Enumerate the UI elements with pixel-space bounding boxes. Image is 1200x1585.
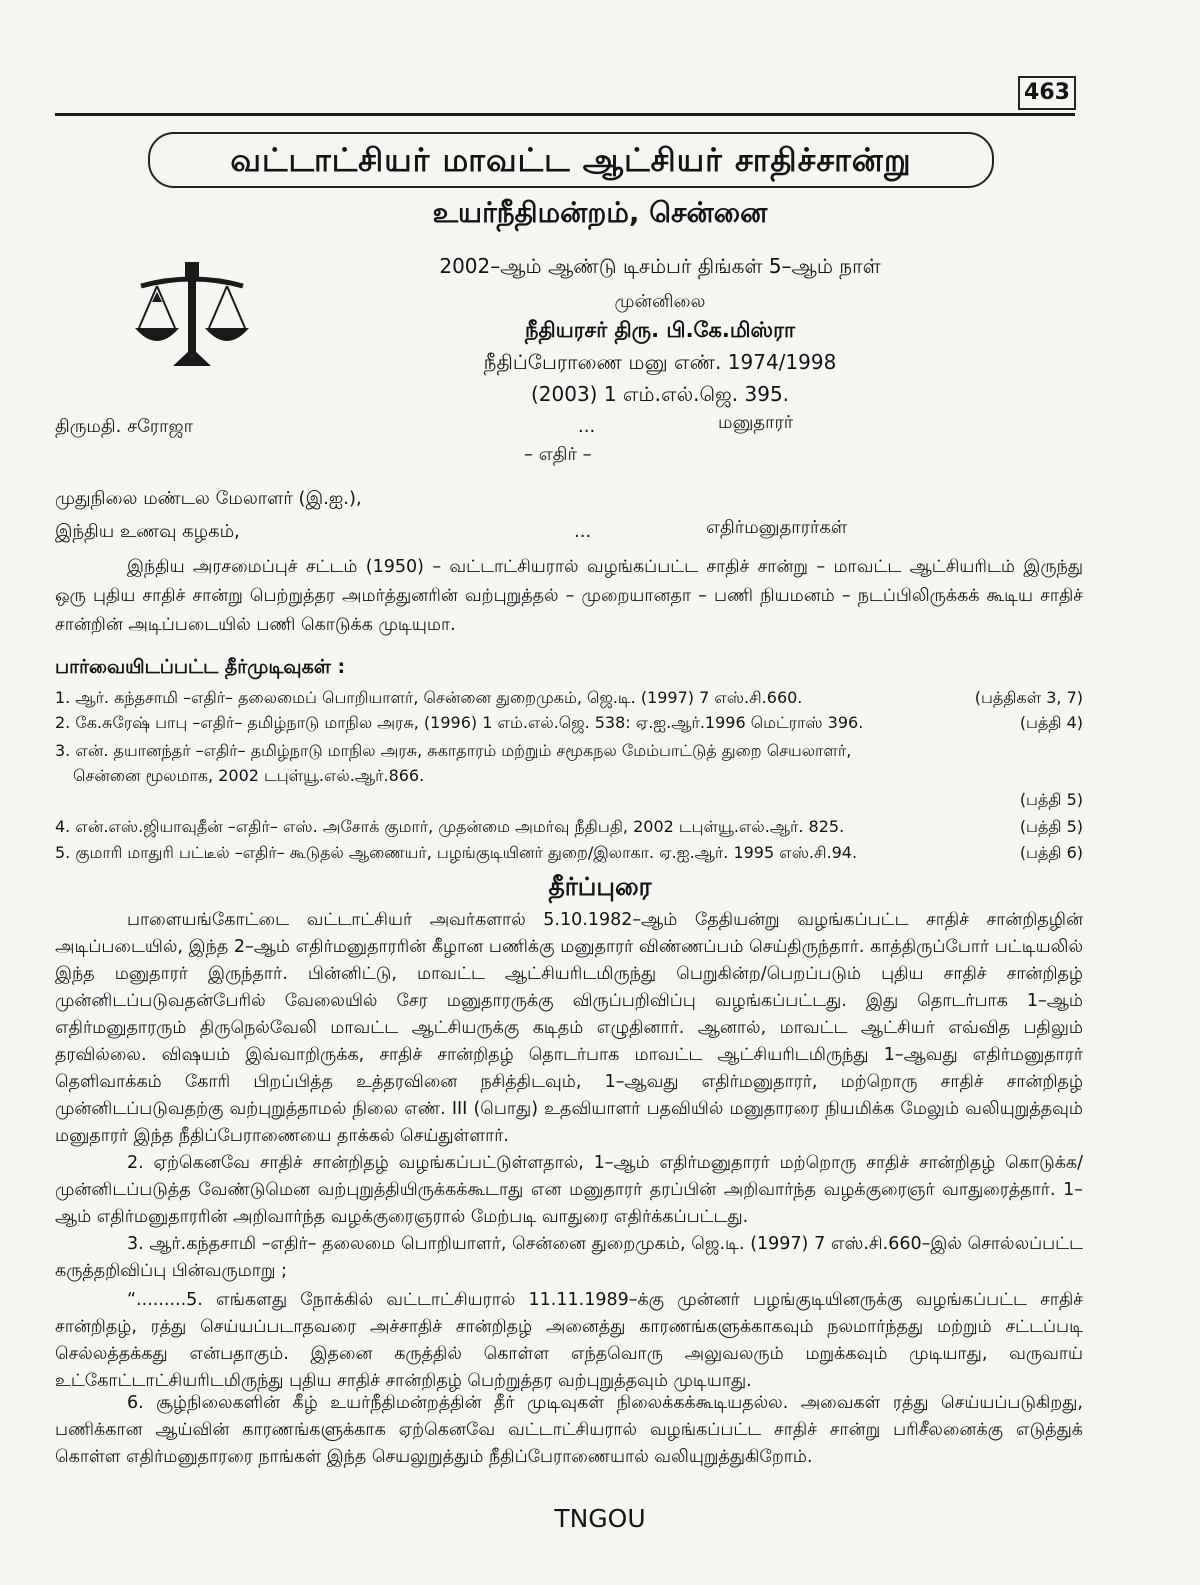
footer-watermark: TNGOU <box>554 1504 646 1533</box>
case-ref-text-cont: சென்னை மூலமாக, 2002 டபுள்யூ.எல்.ஆர்.866. <box>73 766 425 785</box>
header-rule <box>55 113 1075 116</box>
page-number: 463 <box>1018 76 1076 110</box>
case-ref-paras: (பத்தி 4) <box>1019 713 1083 732</box>
petitioner-name: திருமதி. சரோஜா <box>55 416 193 437</box>
judgment-paragraph-6: 6. சூழ்நிலைகளின் கீழ் உயர்நீதிமன்றத்தின் தீர் முடிவுகள் நிலைக்கக்கூடியதல்ல. அவைகள் ரத்து செய்யப்படுகிறது, பணிக்கான ஆய்வின் காரணங்களுக்காக ஏற்கெனவே வட்டாட்சியரால் வழங்கப்பட்ட சாதிச் சான்று பரிசீலனைக்கு எடுத்துக் கொள்ள எதிர்மனுதாரரை நாங்கள் இந்த செயலுறுத்தும் நீதிப்பேராணையால் வலியுறுத்துகிறோம். <box>55 1393 1083 1467</box>
respondent-role: எதிர்மனுதாரர்கள் <box>706 517 848 538</box>
title-banner: வட்டாட்சியர் மாவட்ட ஆட்சியர் சாதிச்சான்று <box>148 132 994 188</box>
petitioner-role: மனுதாரர் <box>718 412 794 433</box>
judgment-paragraph-1: பாளையங்கோட்டை வட்டாட்சியர் அவர்களால் 5.10.1982–ஆம் தேதியன்று வழங்கப்பட்ட சாதிச் சான்றிதழின் அடிப்படையில், இந்த 2–ஆம் எதிர்மனுதாரரின் கீழான பணிக்கு மனுதாரர் விண்ணப்பம் செய்திருந்தார். காத்திருப்போர் பட்டியலில் இந்த மனுதாரர் இருந்தார். பின்னிட்டு, மாவட்ட ஆட்சியரிடமிருந்து பெறுகின்ற/பெறப்படும் புதிய சாதிச் சான்றிதழ் முன்னிடப்படுவதன்பேரில் வேலையில் சேர மனுதாரருக்கு விருப்பறிவிப்பு வழங்கப்பட்டது. இது தொடர்பாக 1–ஆம் எதிர்மனுதாரரும் திருநெல்வேலி மாவட்ட ஆட்சியருக்கு கடிதம் எழுதினார். ஆனால், மாவட்ட ஆட்சியர் எவ்வித பதிலும் தரவில்லை. விஷயம் இவ்வாறிருக்க, சாதிச் சான்றிதழ் தொடர்பாக மாவட்ட ஆட்சியரிடமிருந்து 1–ஆவது எதிர்மனுதாரர் தெளிவாக்கம் கோரி பிறப்பித்த உத்தரவினை நசித்திடவும், 1–ஆவது எதிர்மனுதாரர், மற்றொரு சாதிச் சான்றிதழ் முன்னிடப்படுவதற்கு வற்புறுத்தாமல் நிலை எண். III (பொது) உதவியாளர் பதவியில் மனுதாரரை நியமிக்க மேலும் வலியுறுத்தவும் மனுதாரர் இந்த நீதிப்பேராணையை தாக்கல் செய்துள்ளார். <box>55 910 1083 1146</box>
quoted-paragraph-5: “.........5. எங்களது நோக்கில் வட்டாட்சியரால் 11.11.1989–க்கு முன்னர் பழங்குடியினருக்கு வழங்கப்பட்ட சாதிச் சான்றிதழ், ரத்து செய்யப்படாதவரை அச்சாதிச் சான்றிதழ் அனைத்து காரணங்களுக்காகவும் நலமார்ந்தது மற்றும் சட்டப்படி செல்லத்தக்கது என்பதாகும். இதனை கருத்தில் கொள்ள எந்தவொரு அலுவலரும் மறுக்கவும் முடியாது, வருவாய் உட்கோட்டாட்சியரிடமிருந்து புதிய சாதிச் சான்றிதழ் பெற்றுத்தர வற்புறுத்தவும் முடியாது. <box>55 1290 1083 1391</box>
case-ref-1 <box>55 688 1083 709</box>
case-ref-2 <box>55 713 1083 734</box>
respondent-line-2: இந்திய உணவு கழகம், <box>55 521 240 542</box>
case-ref-paras: (பத்தி 5) <box>1019 790 1083 809</box>
law-report-citation: (2003) 1 எம்.எல்.ஜெ. 395. <box>530 382 790 406</box>
case-ref-text: 5. குமாரி மாதுரி பட்டீல் –எதிர்– கூடுதல் ஆணையர், பழங்குடியினர் துறை/இலாகா. ஏ.ஐ.ஆர். 1995 எஸ்.சி.94. <box>55 843 858 862</box>
judgment-heading: தீர்ப்புரை <box>548 872 652 901</box>
case-ref-3 <box>55 741 1083 762</box>
case-ref-3-cont <box>55 766 1083 787</box>
coram-label: முன்னிலை <box>614 291 706 312</box>
case-ref-text: 1. ஆர். கந்தசாமி –எதிர்– தலைமைப் பொறியாளர், சென்னை துறைமுகம், ஜெ.டி. (1997) 7 எஸ்.சி.660. <box>55 688 803 707</box>
hearing-date: 2002–ஆம் ஆண்டு டிசம்பர் திங்கள் 5–ஆம் நாள் <box>439 254 881 278</box>
case-ref-text: 2. கே.சுரேஷ் பாபு –எதிர்– தமிழ்நாடு மாநில அரசு, (1996) 1 எம்.எல்.ஜெ. 538: ஏ.ஐ.ஆர்.1996 மெட்ராஸ் 396. <box>55 713 864 732</box>
versus-label: – எதிர் – <box>524 444 592 465</box>
judgment-paragraph-3: 3. ஆர்.கந்தசாமி –எதிர்– தலைமை பொறியாளர், சென்னை துறைமுகம், ஜெ.டி. (1997) 7 எஸ்.சி.660–இல் சொல்லப்பட்ட கருத்தறிவிப்பு பின்வருமாறு ; <box>55 1234 1083 1281</box>
case-ref-paras: (பத்தி 6) <box>1019 843 1083 862</box>
case-ref-paras: (பத்தி 5) <box>1019 817 1083 836</box>
judgment-paragraph-2: 2. ஏற்கெனவே சாதிச் சான்றிதழ் வழங்கப்பட்டுள்ளதால், 1–ஆம் எதிர்மனுதாரர் மற்றொரு சாதிச் சான்றிதழ் கொடுக்க/ முன்னிடப்படுத்த வேண்டுமென வற்புறுத்தியிருக்கக்கூடாது என மனுதாரர் தரப்பின் அறிவார்ந்த வழக்குரைஞர் வாதுரைத்தார். 1–ஆம் எதிர்மனுதாரரின் அறிவார்ந்த வழக்குரைஞரால் மேற்படி வாதுரை எதிர்க்கப்பட்டது. <box>55 1153 1083 1227</box>
court-name: உயர்நீதிமன்றம், சென்னை <box>432 196 768 229</box>
case-ref-5 <box>55 843 1083 864</box>
case-ref-text: 3. என். தயானந்தர் –எதிர்– தமிழ்நாடு மாநில அரசு, சுகாதாரம் மற்றும் சமூகநல மேம்பாட்டுத் துறை செயலாளர், <box>55 741 852 760</box>
case-ref-4 <box>55 817 1083 838</box>
petition-number: நீதிப்பேராணை மனு எண். 1974/1998 <box>483 350 837 374</box>
headnote: இந்திய அரசமைப்புச் சட்டம் (1950) – வட்டாட்சியரால் வழங்கப்பட்ட சாதிச் சான்று – மாவட்ட ஆட்சியரிடம் இருந்து ஒரு புதிய சாதிச் சான்று பெற்றுத்தர அமர்த்துனரின் வற்புறுத்தல் – முறையானதா – பணி நியமனம் – நடப்பிலிருக்கக் கூடிய சாதிச் சான்றின் அடிப்படையில் பணி கொடுக்க முடியுமா. <box>55 557 1083 635</box>
judge-name: நீதியரசர் திரு. பி.கே.மிஸ்ரா <box>525 318 795 342</box>
respondent-line-1: முதுநிலை மண்டல மேலாளர் (இ.ஐ.), <box>55 488 362 509</box>
cases-heading: பார்வையிடப்பட்ட தீர்முடிவுகள் : <box>55 656 346 678</box>
case-ref-text: 4. என்.எஸ்.ஜியாவுதீன் –எதிர்– எஸ். அசோக் குமார், முதன்மை அமர்வு நீதிபதி, 2002 டபுள்யூ.எல்.ஆர். 825. <box>55 817 845 836</box>
petitioner-dots: ... <box>578 416 596 437</box>
case-ref-paras: (பத்திகள் 3, 7) <box>974 688 1083 707</box>
respondent-dots: ... <box>574 521 592 542</box>
